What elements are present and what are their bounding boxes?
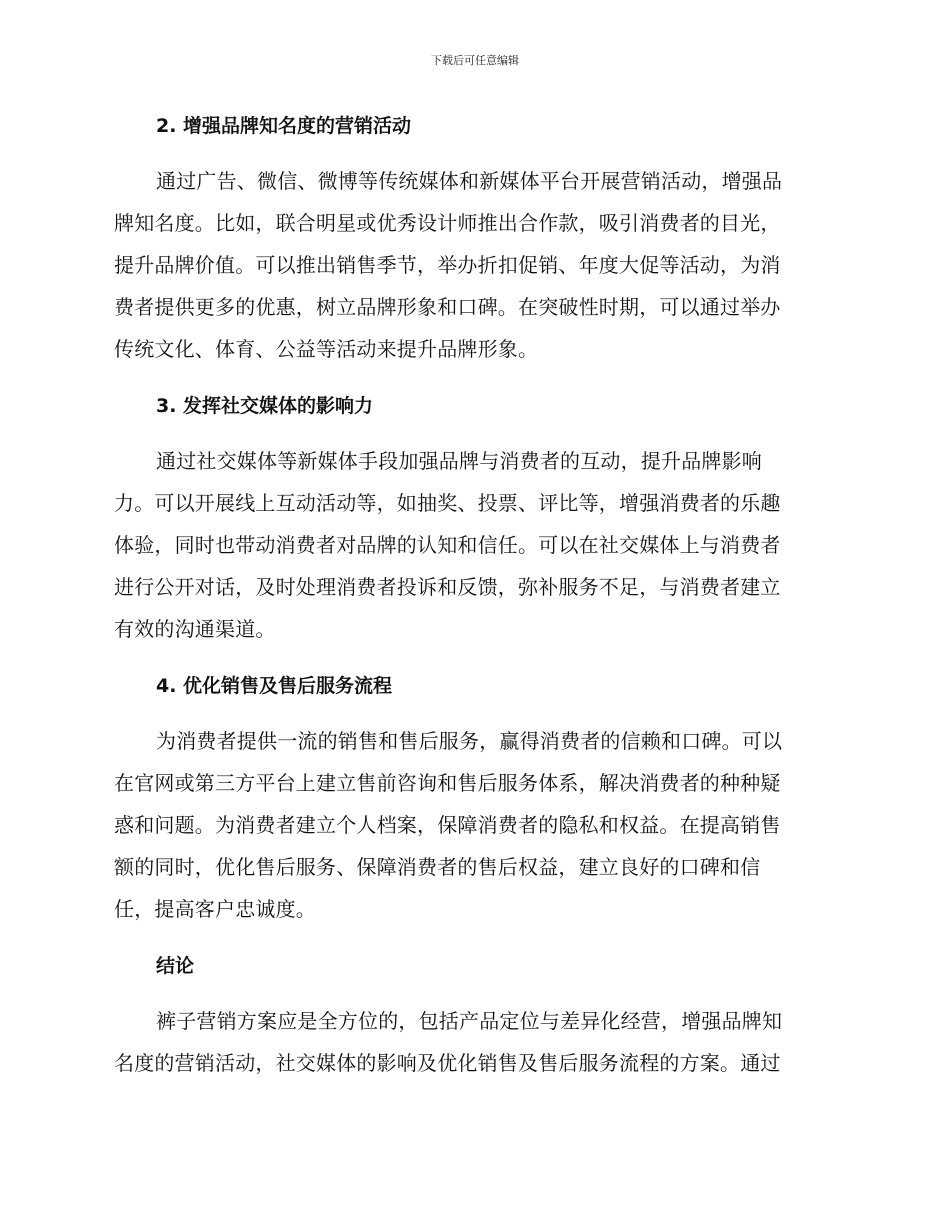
section-brand-awareness	[114, 110, 836, 370]
section-paragraph: 为消费者提供一流的销售和售后服务，赢得消费者的信赖和口碑。可以 在官网或第三方平台上建立售前咨询和售后服务体系，解决消费者的种种疑 惑和问题。为消费者建立个人档案，保障消费者的隐私和权益。在提高销售 额的同时，优化售后服务、保障消费者的售后权益，建立良好的口碑和信 任，提高客户忠诚度。	[114, 729, 783, 921]
page-header: 下载后可任意编辑	[431, 54, 519, 67]
section-heading: 3. 发挥社交媒体的影响力	[156, 395, 374, 417]
section-conclusion	[114, 950, 836, 1084]
section-heading: 结论	[156, 955, 195, 977]
section-service-process	[114, 670, 836, 930]
document-body	[114, 110, 836, 1104]
section-paragraph: 通过广告、微信、微博等传统媒体和新媒体平台开展营销活动，增强品 牌知名度。比如，联合明星或优秀设计师推出合作款，吸引消费者的目光， 提升品牌价值。可以推出销售季节，举办折扣促销、年度大促等活动，为消 费者提供更多的优惠，树立品牌形象和口碑。在突破性时期，可以通过举办 传统文化、体育、公益等活动来提升品牌形象。	[114, 169, 783, 361]
section-paragraph: 通过社交媒体等新媒体手段加强品牌与消费者的互动，提升品牌影响 力。可以开展线上互动活动等，如抽奖、投票、评比等，增强消费者的乐趣 体验，同时也带动消费者对品牌的认知和信任。可以在社交媒体上与消费者 进行公开对话，及时处理消费者投诉和反馈，弥补服务不足，与消费者建立 有效的沟通渠道。	[114, 449, 781, 641]
section-social-media	[114, 390, 836, 650]
section-heading: 4. 优化销售及售后服务流程	[156, 675, 393, 697]
section-paragraph: 裤子营销方案应是全方位的，包括产品定位与差异化经营，增强品牌知 名度的营销活动，社交媒体的影响及优化销售及售后服务流程的方案。通过	[114, 1009, 783, 1075]
section-heading: 2. 增强品牌知名度的营销活动	[156, 115, 412, 137]
